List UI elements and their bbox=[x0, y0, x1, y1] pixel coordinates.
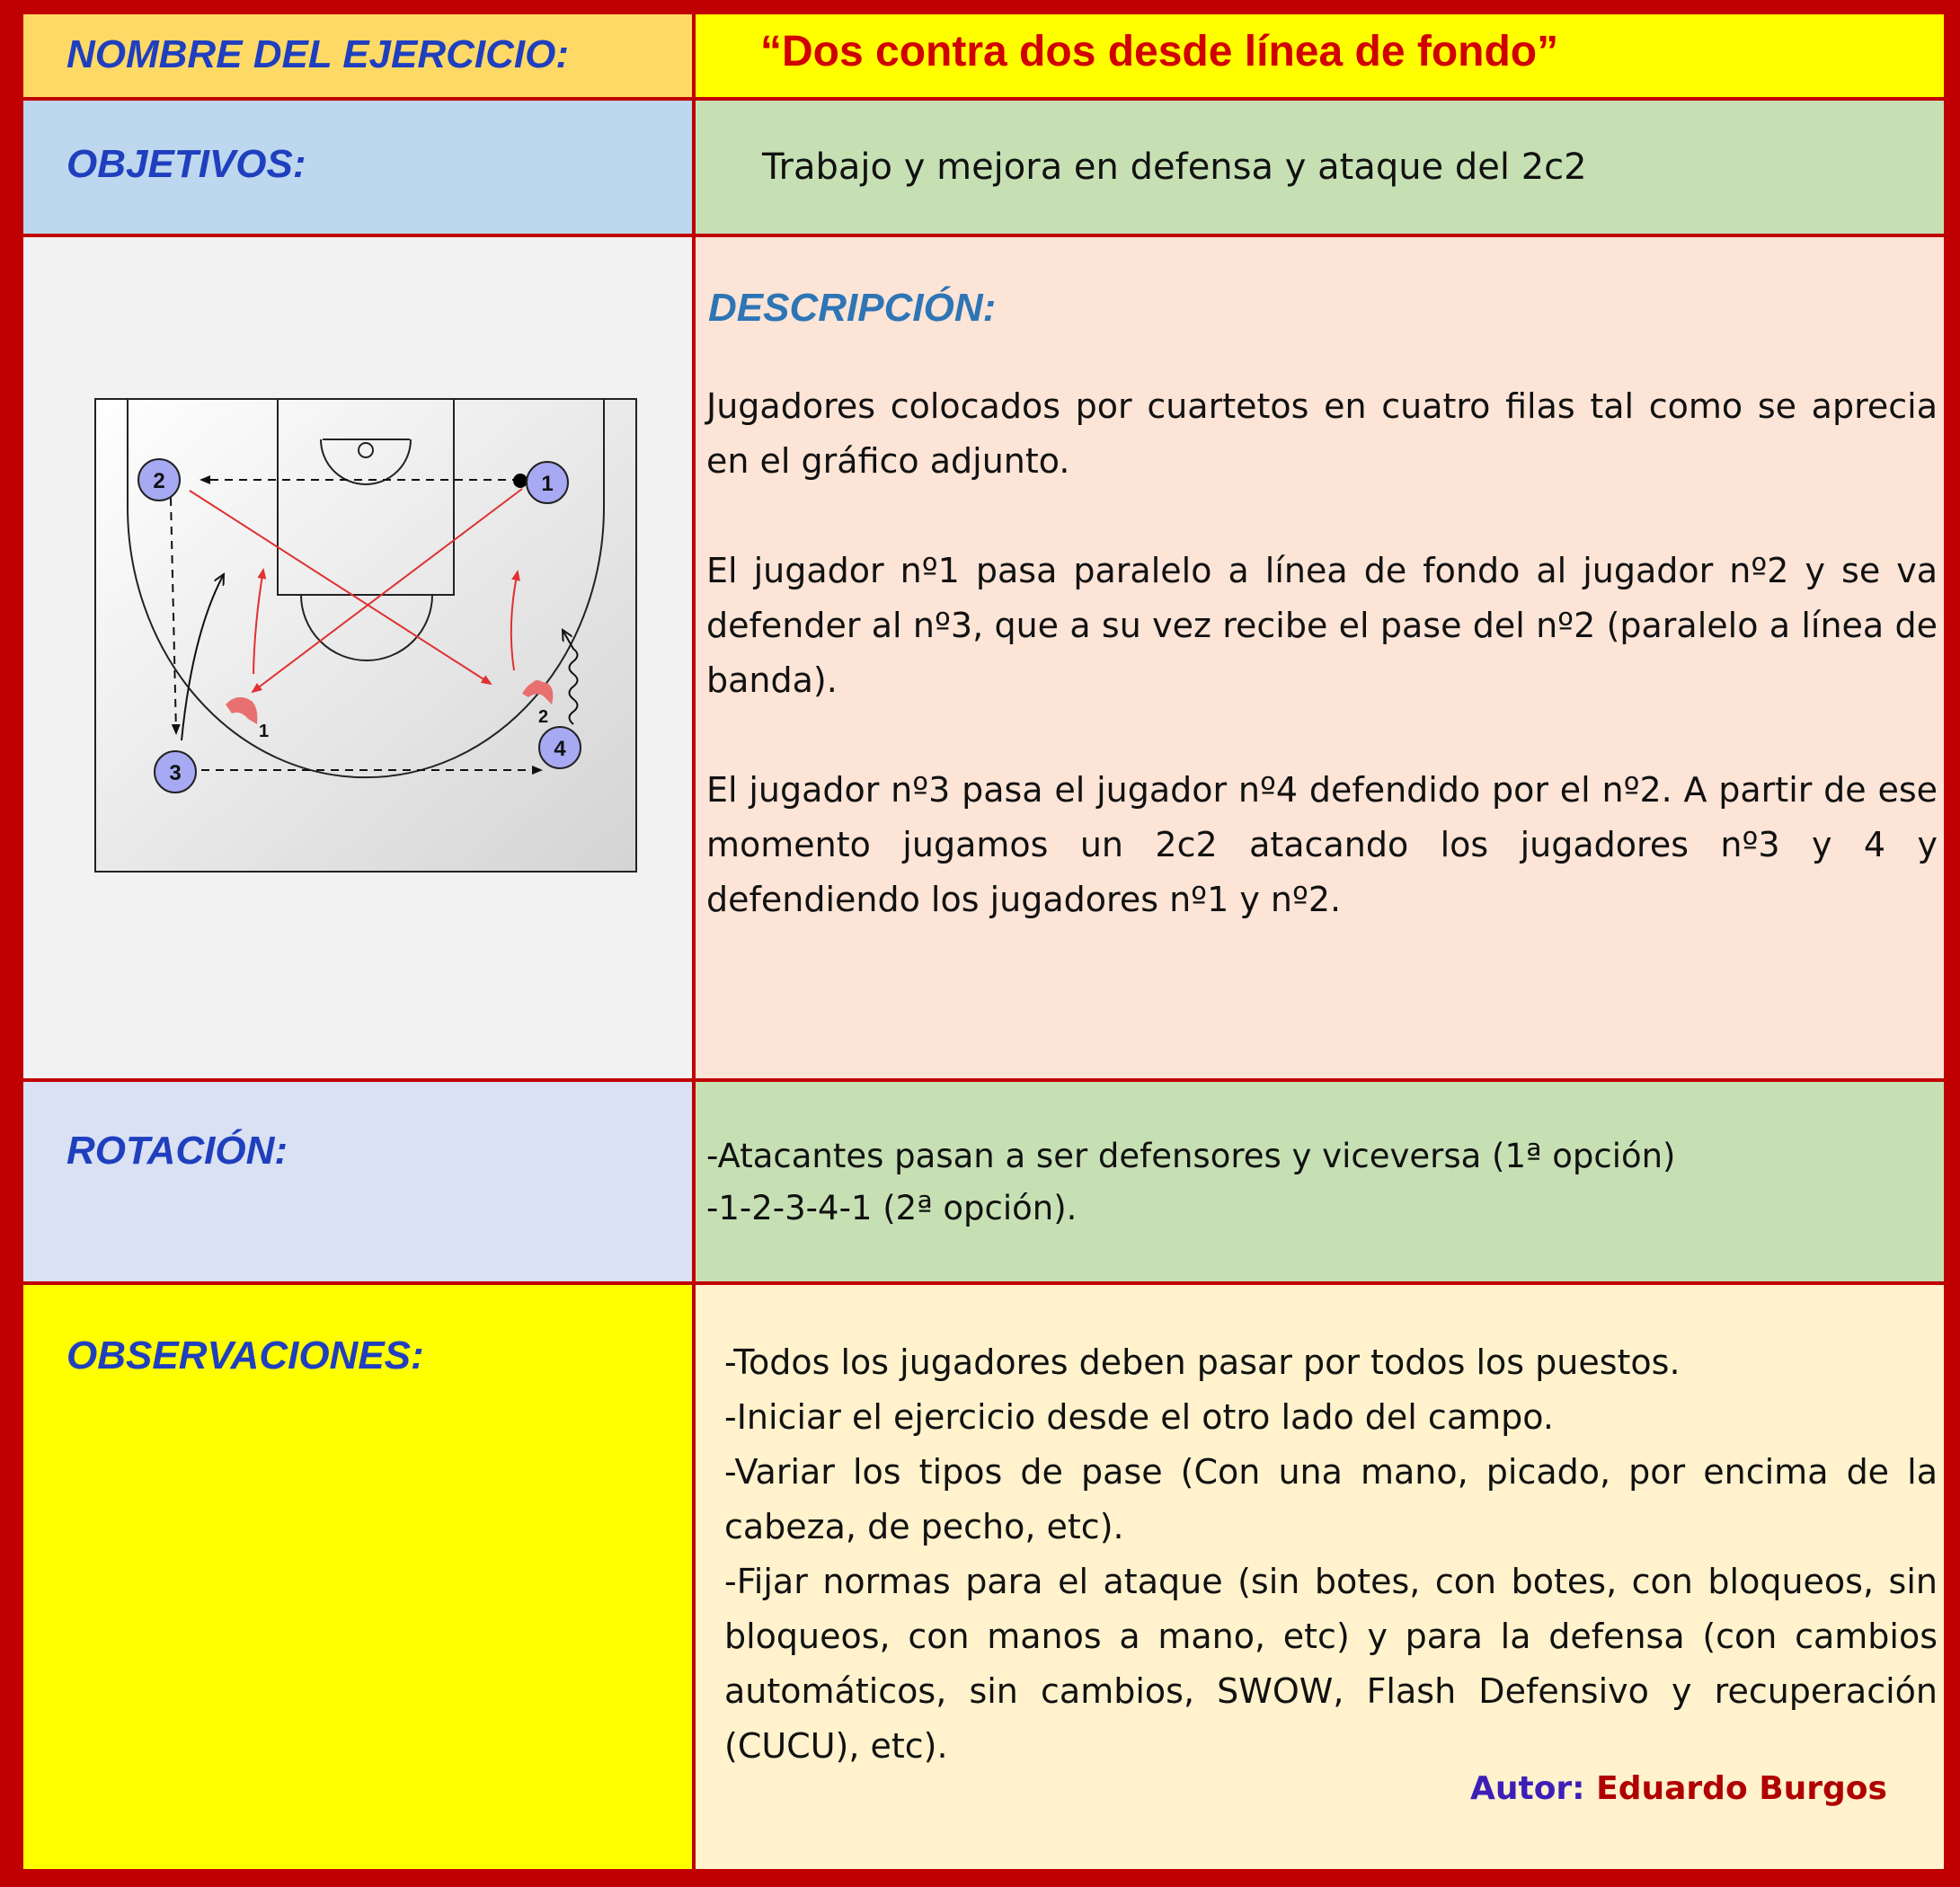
objectives-label-cell bbox=[23, 101, 692, 234]
description-paragraph: El jugador nº1 pasa paralelo a línea de fondo al jugador nº2 y se va defender al nº3, que a su vez recibe el pase del nº2 (paralelo a línea de banda). bbox=[706, 551, 1938, 700]
defender-2-number: 2 bbox=[538, 707, 549, 727]
player-4 bbox=[539, 727, 581, 768]
player-1-number: 1 bbox=[541, 472, 554, 496]
rotation-line: -Atacantes pasan a ser defensores y viceversa (1ª opción) bbox=[706, 1137, 1676, 1175]
author-credit bbox=[1470, 1770, 1887, 1807]
observations-body bbox=[724, 1335, 1938, 1774]
description-label: DESCRIPCIÓN: bbox=[708, 286, 997, 330]
observation-item: -Variar los tipos de pase (Con una mano, picado, por encima de la cabeza, de pecho, etc). bbox=[724, 1452, 1938, 1546]
description-body bbox=[706, 379, 1938, 982]
author-label: Autor: bbox=[1470, 1770, 1585, 1807]
ball bbox=[513, 474, 528, 488]
header-label: NOMBRE DEL EJERCICIO: bbox=[67, 32, 570, 76]
objectives-text-cell bbox=[696, 101, 1944, 234]
header-label-cell bbox=[23, 14, 692, 97]
player-3 bbox=[155, 751, 196, 793]
observation-item: -Iniciar el ejercicio desde el otro lado del campo. bbox=[724, 1397, 1554, 1437]
rotation-text-cell bbox=[696, 1082, 1944, 1281]
author-name: Eduardo Burgos bbox=[1596, 1770, 1887, 1807]
player-4-number: 4 bbox=[554, 737, 566, 761]
description-paragraph: Jugadores colocados por cuartetos en cuatro filas tal como se aprecia en el gráfico adjunto. bbox=[706, 386, 1938, 481]
player-3-number: 3 bbox=[169, 761, 182, 785]
player-2 bbox=[138, 459, 180, 501]
observations-label-cell bbox=[23, 1285, 692, 1869]
objectives-text: Trabajo y mejora en defensa y ataque del 2c2 bbox=[762, 146, 1587, 188]
rotation-body bbox=[706, 1130, 1676, 1235]
rotation-line: -1-2-3-4-1 (2ª opción). bbox=[706, 1189, 1078, 1227]
rotation-label: ROTACIÓN: bbox=[67, 1129, 288, 1173]
diagram-cell bbox=[23, 237, 692, 1078]
objectives-label: OBJETIVOS: bbox=[67, 142, 306, 186]
rotation-label-cell bbox=[23, 1082, 692, 1281]
observation-item: -Todos los jugadores deben pasar por todos los puestos. bbox=[724, 1342, 1681, 1382]
observation-item: -Fijar normas para el ataque (sin botes, con botes, con bloqueos, sin bloqueos, con manos a mano, etc) y para la defensa (con cambios automáticos, sin cambios, SWOW, Flash Defensivo y recuperación (CUCU), etc). bbox=[724, 1562, 1938, 1766]
defender-1-number: 1 bbox=[259, 722, 270, 741]
court-diagram bbox=[23, 237, 692, 1078]
description-paragraph: El jugador nº3 pasa el jugador nº4 defendido por el nº2. A partir de ese momento jugamos un 2c2 atacando los jugadores nº3 y 4 y defendiendo los jugadores nº1 y nº2. bbox=[706, 770, 1938, 919]
description-cell bbox=[696, 237, 1944, 1078]
observations-label: OBSERVACIONES: bbox=[67, 1333, 424, 1378]
exercise-title: “Dos contra dos desde línea de fondo” bbox=[760, 28, 1559, 75]
observations-text-cell bbox=[696, 1285, 1944, 1869]
player-2-number: 2 bbox=[153, 469, 165, 493]
player-1 bbox=[527, 462, 568, 503]
header-title-cell bbox=[696, 14, 1944, 97]
